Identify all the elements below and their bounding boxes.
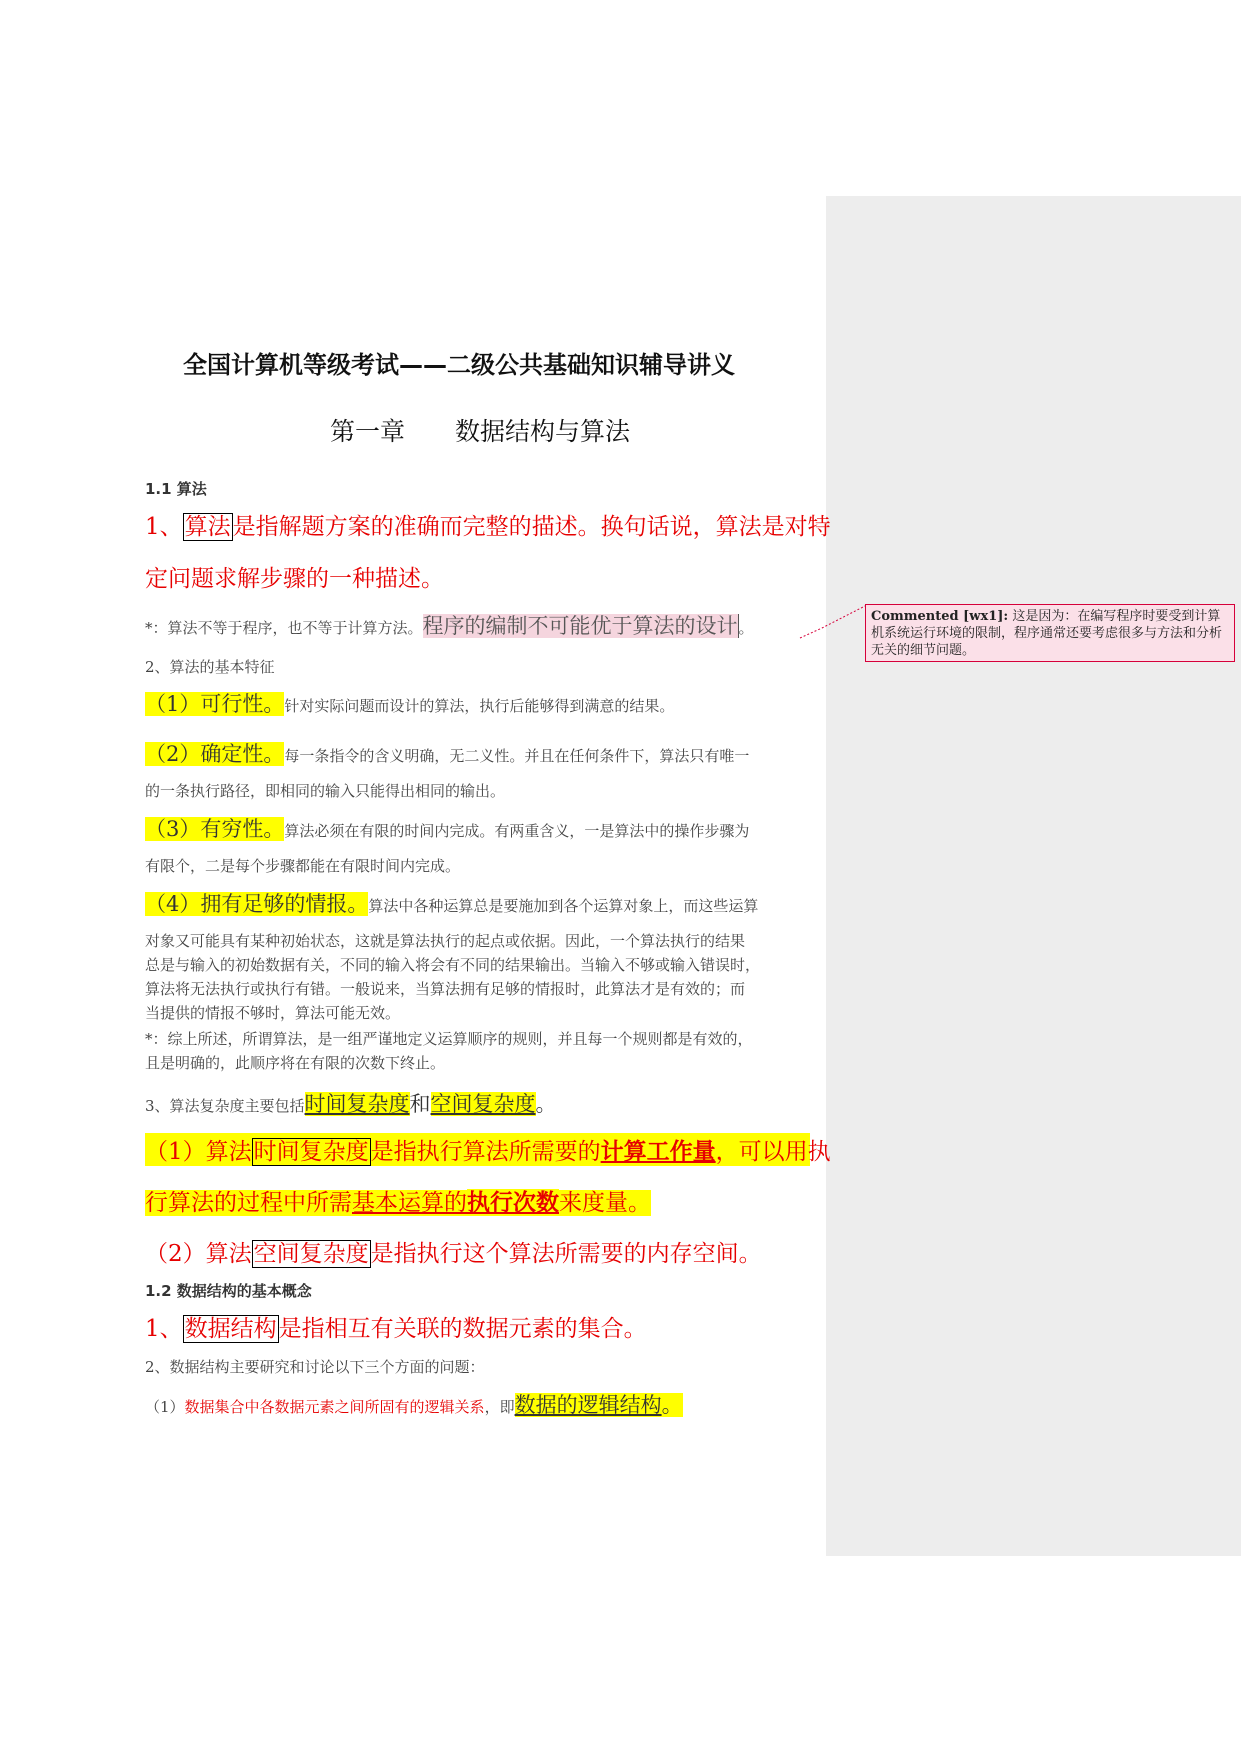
summary-line: 且是明确的，此顺序将在有限的次数下终止。 [145, 1054, 446, 1072]
space-complexity: （2）算法空间复杂度是指执行这个算法所需要的内存空间。 [145, 1241, 762, 1267]
feature-definiteness: （2）确定性。每一条指令的含义明确，无二义性。并且在任何条件下，算法只有唯一 [145, 742, 750, 766]
feature-information-line: 总是与输入的初始数据有关，不同的输入将会有不同的结果输出。当输入不够或输入错误时， [145, 956, 761, 974]
feature-definiteness-cont: 的一条执行路径，即相同的输入只能得出相同的输出。 [145, 782, 506, 800]
data-structure-topic-1: （1）数据集合中各数据元素之间所固有的逻辑关系，即数据的逻辑结构。 [145, 1393, 683, 1417]
feature-information-line: 对象又可能具有某种初始状态，这就是算法执行的起点或依据。因此，一个算法执行的结果 [145, 932, 746, 950]
commented-text[interactable]: 程序的编制不可能优于算法的设计 [422, 614, 738, 638]
time-complexity-line2: 行算法的过程中所需基本运算的执行次数来度量。 [145, 1189, 651, 1216]
note-program: *：算法不等于程序，也不等于计算方法。程序的编制不可能优于算法的设计。 [145, 614, 754, 638]
time-complexity-line1: （1）算法时间复杂度是指执行算法所需要的计算工作量，可以用执 [145, 1133, 810, 1166]
comment-body: 这是因为：在编写程序时要受到计算机系统运行环境的限制，程序通常还要考虑很多与方法和分析无关的细节问题。 [871, 609, 1223, 658]
definition-algorithm-line2: 定问题求解步骤的一种描述。 [145, 566, 444, 592]
features-heading: 2、算法的基本特征 [145, 658, 275, 676]
comment-balloon[interactable] [865, 604, 1235, 662]
feature-information-line: 算法将无法执行或执行有错。一般说来，当算法拥有足够的情报时，此算法才是有效的；而 [145, 980, 746, 998]
feature-feasibility: （1）可行性。针对实际问题而设计的算法，执行后能够得到满意的结果。 [145, 692, 675, 716]
feature-information-line: 当提供的情报不够时，算法可能无效。 [145, 1004, 401, 1022]
definition-algorithm-line1: 1、算法是指解题方案的准确而完整的描述。换句话说，算法是对特 [145, 514, 831, 540]
term-algorithm: 算法 [184, 514, 231, 540]
feature-information: （4）拥有足够的情报。算法中各种运算总是要施加到各个运算对象上，而这些运算 [145, 892, 759, 916]
feature-finiteness-cont: 有限个，二是每个步骤都能在有限时间内完成。 [145, 857, 461, 875]
comment-header: Commented [wx1]: [871, 609, 1009, 624]
chapter-heading: 第一章 数据结构与算法 [330, 417, 631, 446]
section-heading-1-1: 1.1 算法 [145, 480, 207, 498]
complexity-intro: 3、算法复杂度主要包括时间复杂度和空间复杂度。 [145, 1092, 557, 1116]
definition-data-structure: 1、数据结构是指相互有关联的数据元素的集合。 [145, 1316, 647, 1342]
feature-finiteness: （3）有穷性。算法必须在有限的时间内完成。有两重含义，一是算法中的操作步骤为 [145, 817, 750, 841]
summary-line: *：综上所述，所谓算法，是一组严谨地定义运算顺序的规则，并且每一个规则都是有效的， [145, 1030, 753, 1048]
data-structure-topics: 2、数据结构主要研究和讨论以下三个方面的问题： [145, 1358, 485, 1376]
document-title: 全国计算机等级考试——二级公共基础知识辅导讲义 [183, 351, 735, 379]
section-heading-1-2: 1.2 数据结构的基本概念 [145, 1282, 312, 1300]
